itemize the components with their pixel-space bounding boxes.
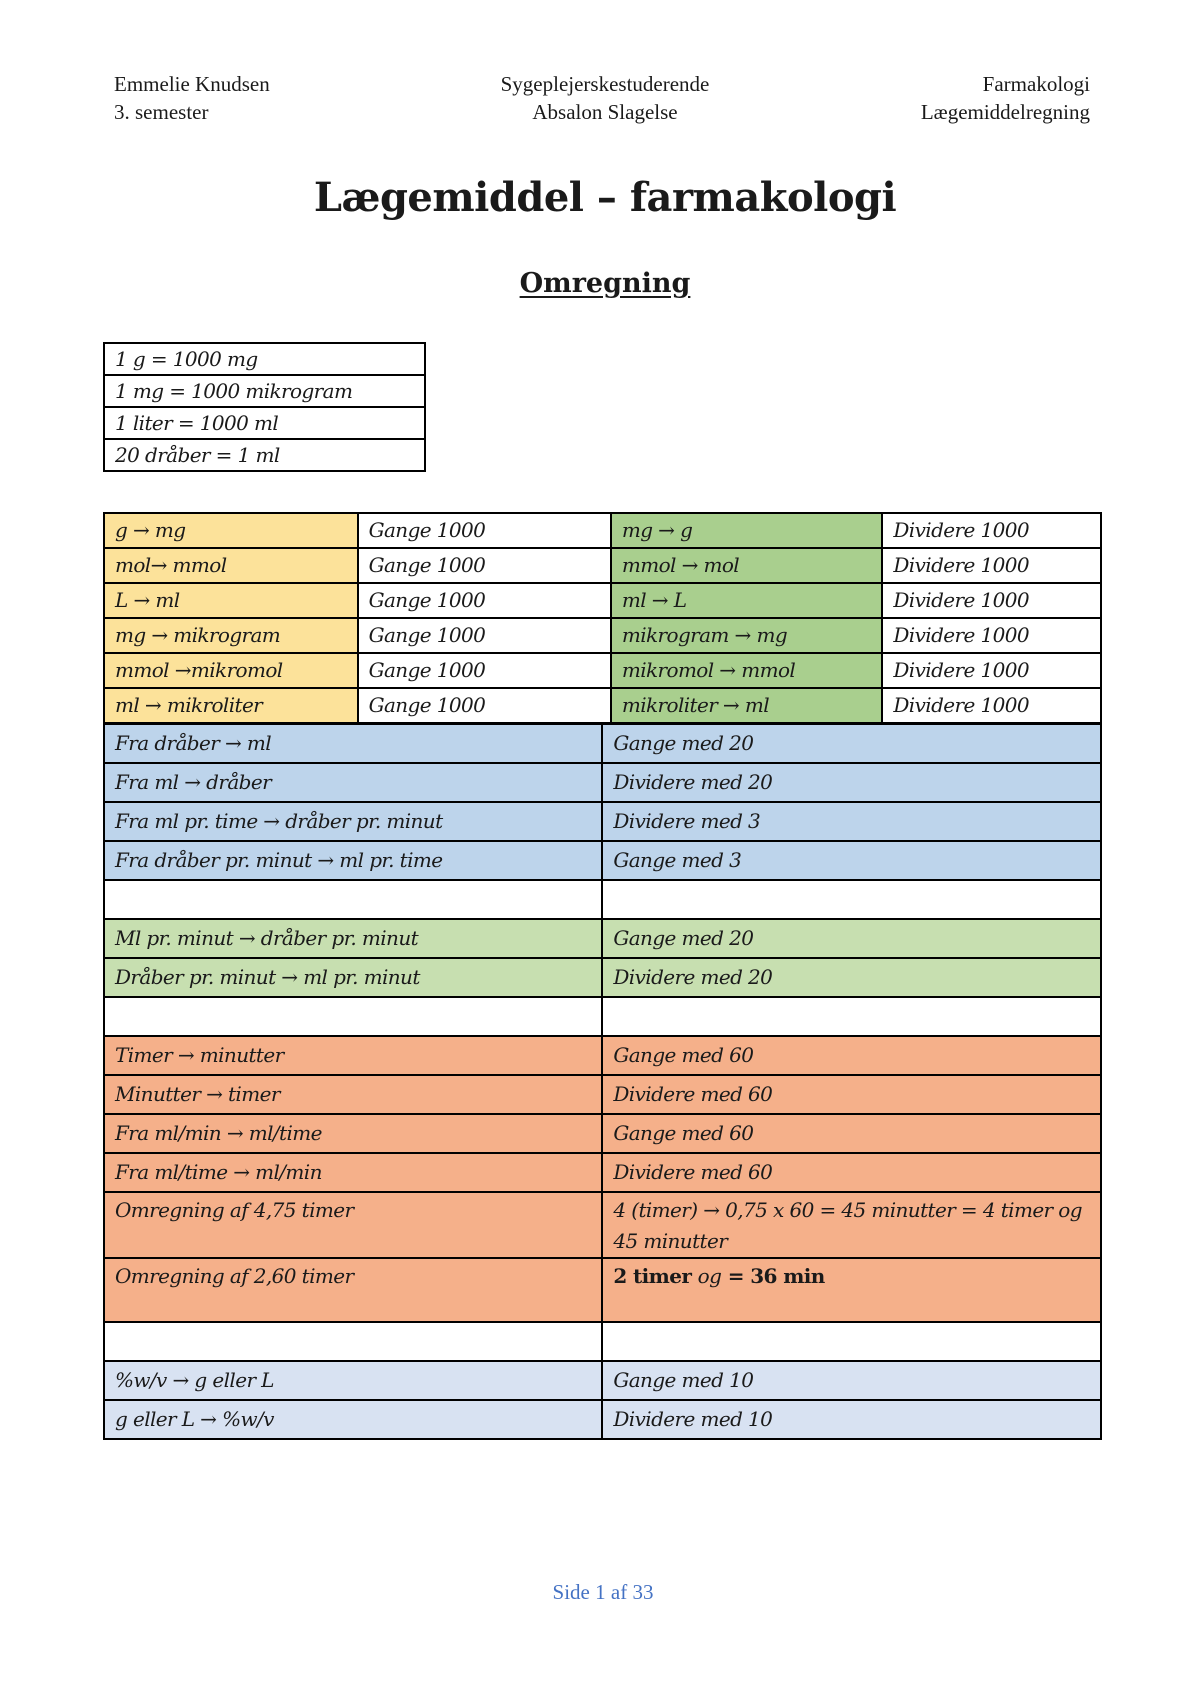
table-cell-answer	[602, 1258, 1101, 1322]
table-cell: Fra ml → dråber	[104, 763, 602, 802]
table-cell: Dividere 1000	[882, 548, 1101, 583]
unit-cell: 1 mg = 1000 mikrogram	[104, 375, 425, 407]
conversion-table	[103, 723, 1102, 1440]
answer-minutes: = 36 min	[721, 1264, 825, 1288]
empty-cell	[104, 997, 602, 1036]
table-cell: Gange med 60	[602, 1114, 1101, 1153]
table-cell: Gange 1000	[358, 618, 611, 653]
unit-cell: 1 liter = 1000 ml	[104, 407, 425, 439]
page-title: Lægemiddel – farmakologi	[313, 174, 897, 221]
table-row	[104, 548, 1101, 583]
section-heading: Omregning	[519, 268, 691, 299]
school: Absalon Slagelse	[532, 100, 678, 124]
unit-cell: 1 g = 1000 mg	[104, 343, 425, 375]
table-row	[104, 618, 1101, 653]
table-row	[104, 343, 425, 375]
table-cell: Dråber pr. minut → ml pr. minut	[104, 958, 602, 997]
table-cell: L → ml	[104, 583, 358, 618]
table-cell: Dividere med 10	[602, 1400, 1101, 1439]
program: Sygeplejerskestuderende	[500, 72, 710, 96]
table-cell: ml → L	[611, 583, 883, 618]
table-cell: Dividere med 3	[602, 802, 1101, 841]
table-cell: Gange med 3	[602, 841, 1101, 880]
units-table	[103, 342, 426, 472]
table-cell: Dividere med 20	[602, 763, 1101, 802]
table-row	[104, 802, 1101, 841]
table-cell: Gange med 60	[602, 1036, 1101, 1075]
table-cell: mmol → mol	[611, 548, 883, 583]
table-row	[104, 1400, 1101, 1439]
table-row	[104, 1153, 1101, 1192]
empty-cell	[602, 1322, 1101, 1361]
table-cell: Dividere 1000	[882, 653, 1101, 688]
table-cell: Gange 1000	[358, 513, 611, 548]
table-row	[104, 1258, 1101, 1322]
table-cell: Timer → minutter	[104, 1036, 602, 1075]
unit-cell: 20 dråber = 1 ml	[104, 439, 425, 471]
table-cell: Gange 1000	[358, 688, 611, 723]
table-row	[104, 724, 1101, 763]
table-cell: g eller L → %w/v	[104, 1400, 602, 1439]
table-row	[104, 1075, 1101, 1114]
empty-cell	[104, 880, 602, 919]
table-cell: mg → g	[611, 513, 883, 548]
table-cell: g → mg	[104, 513, 358, 548]
table-row	[104, 407, 425, 439]
table-cell: Ml pr. minut → dråber pr. minut	[104, 919, 602, 958]
table-cell: Fra ml/time → ml/min	[104, 1153, 602, 1192]
table-cell: Gange med 10	[602, 1361, 1101, 1400]
table-cell: mikroliter → ml	[611, 688, 883, 723]
table-cell: Omregning af 4,75 timer	[104, 1192, 602, 1258]
table-row	[104, 1114, 1101, 1153]
table-cell: Fra ml pr. time → dråber pr. minut	[104, 802, 602, 841]
table-cell: Gange 1000	[358, 653, 611, 688]
table-row-empty	[104, 997, 1101, 1036]
author-name: Emmelie Knudsen	[114, 72, 270, 96]
table-row	[104, 1361, 1101, 1400]
table-row	[104, 841, 1101, 880]
table-row	[104, 763, 1101, 802]
table-cell: Gange 1000	[358, 583, 611, 618]
table-row	[104, 513, 1101, 548]
table-row	[104, 919, 1101, 958]
table-cell: mmol →mikromol	[104, 653, 358, 688]
table-row	[104, 439, 425, 471]
table-row	[104, 583, 1101, 618]
page-number: Side 1 af 33	[552, 1580, 654, 1604]
empty-cell	[602, 880, 1101, 919]
table-cell: Dividere med 20	[602, 958, 1101, 997]
table-cell: Gange 1000	[358, 548, 611, 583]
table-cell: Minutter → timer	[104, 1075, 602, 1114]
table-cell: Dividere 1000	[882, 513, 1101, 548]
table-cell: mg → mikrogram	[104, 618, 358, 653]
table-cell: Dividere 1000	[882, 583, 1101, 618]
table-row	[104, 688, 1101, 723]
table-cell: Gange med 20	[602, 724, 1101, 763]
table-row	[104, 653, 1101, 688]
table-cell: Dividere med 60	[602, 1153, 1101, 1192]
table-cell: mikromol → mmol	[611, 653, 883, 688]
table-cell: Dividere 1000	[882, 618, 1101, 653]
table-cell: mikrogram → mg	[611, 618, 883, 653]
table-cell: Dividere med 60	[602, 1075, 1101, 1114]
semester: 3. semester	[114, 100, 209, 124]
table-cell: Gange med 20	[602, 919, 1101, 958]
answer-hours: 2 timer	[613, 1264, 698, 1288]
header-right	[921, 70, 1090, 126]
conversion-1000-table	[103, 512, 1102, 759]
subject: Farmakologi	[982, 72, 1090, 96]
table-row	[104, 1192, 1101, 1258]
table-cell: Dividere 1000	[882, 688, 1101, 723]
empty-cell	[104, 1322, 602, 1361]
table-cell: 4 (timer) → 0,75 x 60 = 45 minutter = 4 timer og 45 minutter	[602, 1192, 1101, 1258]
empty-cell	[602, 997, 1101, 1036]
table-row	[104, 1036, 1101, 1075]
answer-og: og	[697, 1264, 722, 1288]
table-cell: mol→ mmol	[104, 548, 358, 583]
table-row	[104, 375, 425, 407]
table-cell: %w/v → g eller L	[104, 1361, 602, 1400]
table-row-empty	[104, 880, 1101, 919]
table-cell: Omregning af 2,60 timer	[104, 1258, 602, 1322]
table-cell: Fra dråber → ml	[104, 724, 602, 763]
table-cell: Fra dråber pr. minut → ml pr. time	[104, 841, 602, 880]
table-cell: ml → mikroliter	[104, 688, 358, 723]
table-row-empty	[104, 1322, 1101, 1361]
table-cell: Fra ml/min → ml/time	[104, 1114, 602, 1153]
table-row	[104, 958, 1101, 997]
topic: Lægemiddelregning	[920, 100, 1090, 124]
